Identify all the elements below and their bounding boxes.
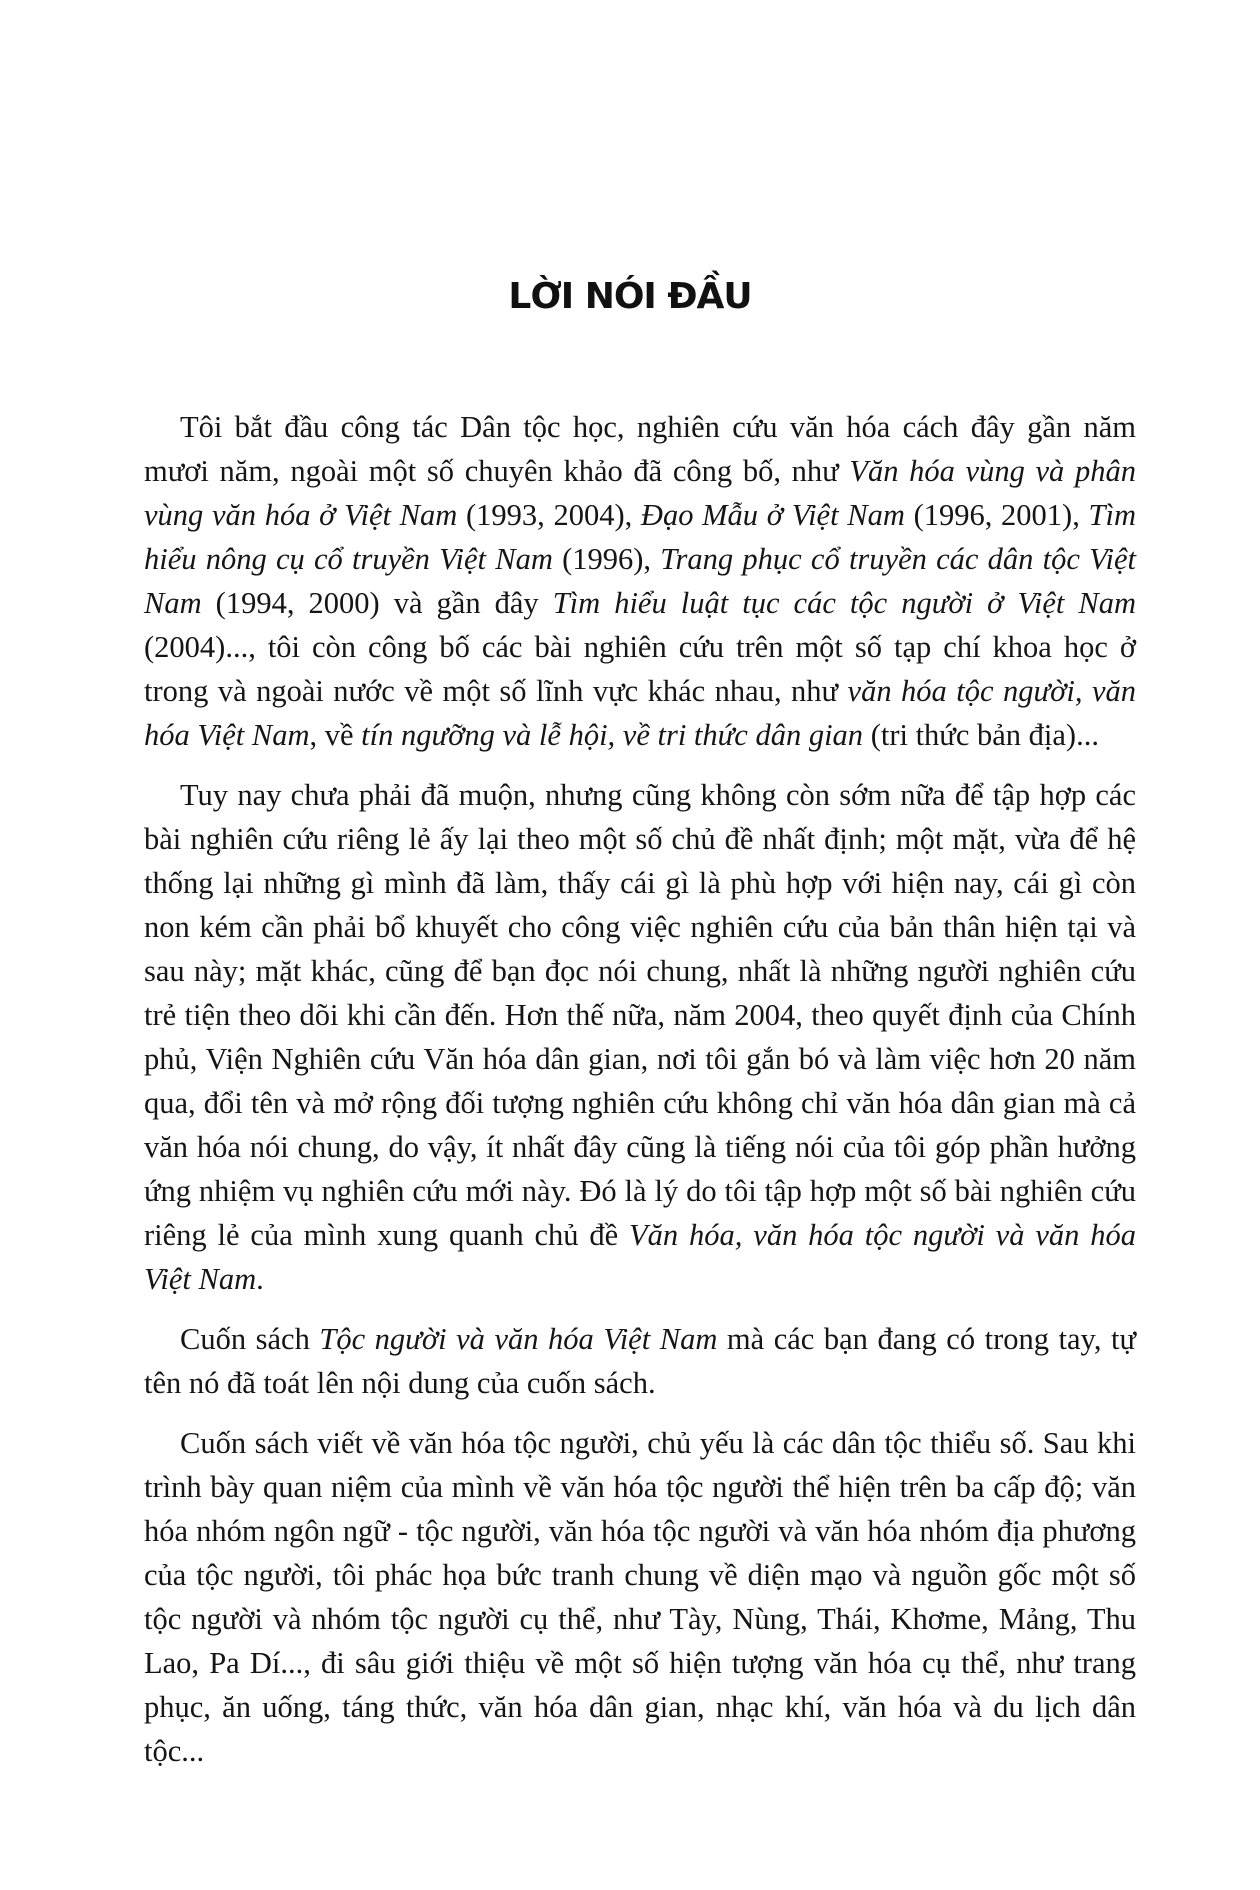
paragraph-text: (1993, 2004), xyxy=(457,498,641,532)
italic-title-text: Tìm hiểu nông cụ cổ truyền Việt Nam xyxy=(144,498,1136,576)
paragraph-text: , về xyxy=(309,718,362,752)
paragraph-text: . xyxy=(256,1262,264,1296)
paragraph xyxy=(144,1421,1136,1773)
paragraph xyxy=(144,1317,1136,1405)
italic-title-text: Văn hóa, văn hóa tộc người và văn hóa Việt Nam xyxy=(144,1218,1136,1296)
italic-title-text: Đạo Mẫu ở Việt Nam xyxy=(640,498,905,532)
paragraph xyxy=(144,773,1136,1301)
paragraph-text: (1994, 2000) và gần đây xyxy=(201,586,553,620)
italic-title-text: tín ngưỡng và lễ hội, về tri thức dân gian xyxy=(361,718,864,752)
paragraph-text: Tôi bắt đầu công tác Dân tộc học, nghiên cứu văn hóa cách đây gần năm mươi năm, ngoài một số chuyên khảo đã công bố, như xyxy=(144,410,1136,488)
italic-title-text: Trang phục cổ truyền các dân tộc Việt Nam xyxy=(144,542,1136,620)
paragraph-text: Tuy nay chưa phải đã muộn, nhưng cũng không còn sớm nữa để tập hợp các bài nghiên cứu riêng lẻ ấy lại theo một số chủ đề nhất định; một mặt, vừa để hệ thống lại những gì mình đã làm, thấy cái gì là phù hợp với hiện nay, cái gì còn non kém cần phải bổ khuyết cho công việc nghiên cứu của bản thân hiện tại và sau này; mặt khác, cũng để bạn đọc nói chung, nhất là những người nghiên cứu trẻ tiện theo dõi khi cần đến. Hơn thế nữa, năm 2004, theo quyết định của Chính phủ, Viện Nghiên cứu Văn hóa dân gian, nơi tôi gắn bó và làm việc hơn 20 năm qua, đổi tên và mở rộng đối tượng nghiên cứu không chỉ văn hóa dân gian mà cả văn hóa nói chung, do vậy, ít nhất đây cũng là tiếng nói của tôi góp phần hưởng ứng nhiệm vụ nghiên cứu mới này. Đó là lý do tôi tập hợp một số bài nghiên cứu riêng lẻ của mình xung quanh chủ đề xyxy=(144,778,1136,1252)
paragraph-text: (tri thức bản địa)... xyxy=(863,718,1099,752)
paragraph xyxy=(144,405,1136,757)
page-title: LỜI NÓI ĐẦU xyxy=(508,276,752,317)
paragraph-text: mà các bạn đang có trong tay, tự tên nó đã toát lên nội dung của cuốn sách. xyxy=(144,1322,1137,1400)
preface-body xyxy=(144,405,1136,1789)
italic-title-text: văn hóa tộc người, văn hóa Việt Nam xyxy=(144,674,1136,752)
paragraph-text: (2004)..., tôi còn công bố các bài nghiên cứu trên một số tạp chí khoa học ở trong và ngoài nước về một số lĩnh vực khác nhau, như xyxy=(144,630,1136,708)
paragraph-text: (1996, 2001), xyxy=(904,498,1089,532)
paragraph-text: Cuốn sách viết về văn hóa tộc người, chủ yếu là các dân tộc thiểu số. Sau khi trình bày quan niệm của mình về văn hóa tộc người thể hiện trên ba cấp độ; văn hóa nhóm ngôn ngữ - tộc người, văn hóa tộc người và văn hóa nhóm địa phương của tộc người, tôi phác họa bức tranh chung về diện mạo và nguồn gốc một số tộc người và nhóm tộc người cụ thể, như Tày, Nùng, Thái, Khơme, Mảng, Thu Lao, Pa Dí..., đi sâu giới thiệu về một số hiện tượng văn hóa cụ thể, như trang phục, ăn uống, táng thức, văn hóa dân gian, nhạc khí, văn hóa và du lịch dân tộc... xyxy=(144,1426,1136,1768)
italic-title-text: Tộc người và văn hóa Việt Nam xyxy=(319,1322,718,1356)
paragraph-text: (1996), xyxy=(552,542,661,576)
italic-title-text: Tìm hiểu luật tục các tộc người ở Việt Nam xyxy=(552,586,1137,620)
paragraph-text: Cuốn sách xyxy=(180,1322,320,1356)
italic-title-text: Văn hóa vùng và phân vùng văn hóa ở Việt Nam xyxy=(144,454,1136,532)
